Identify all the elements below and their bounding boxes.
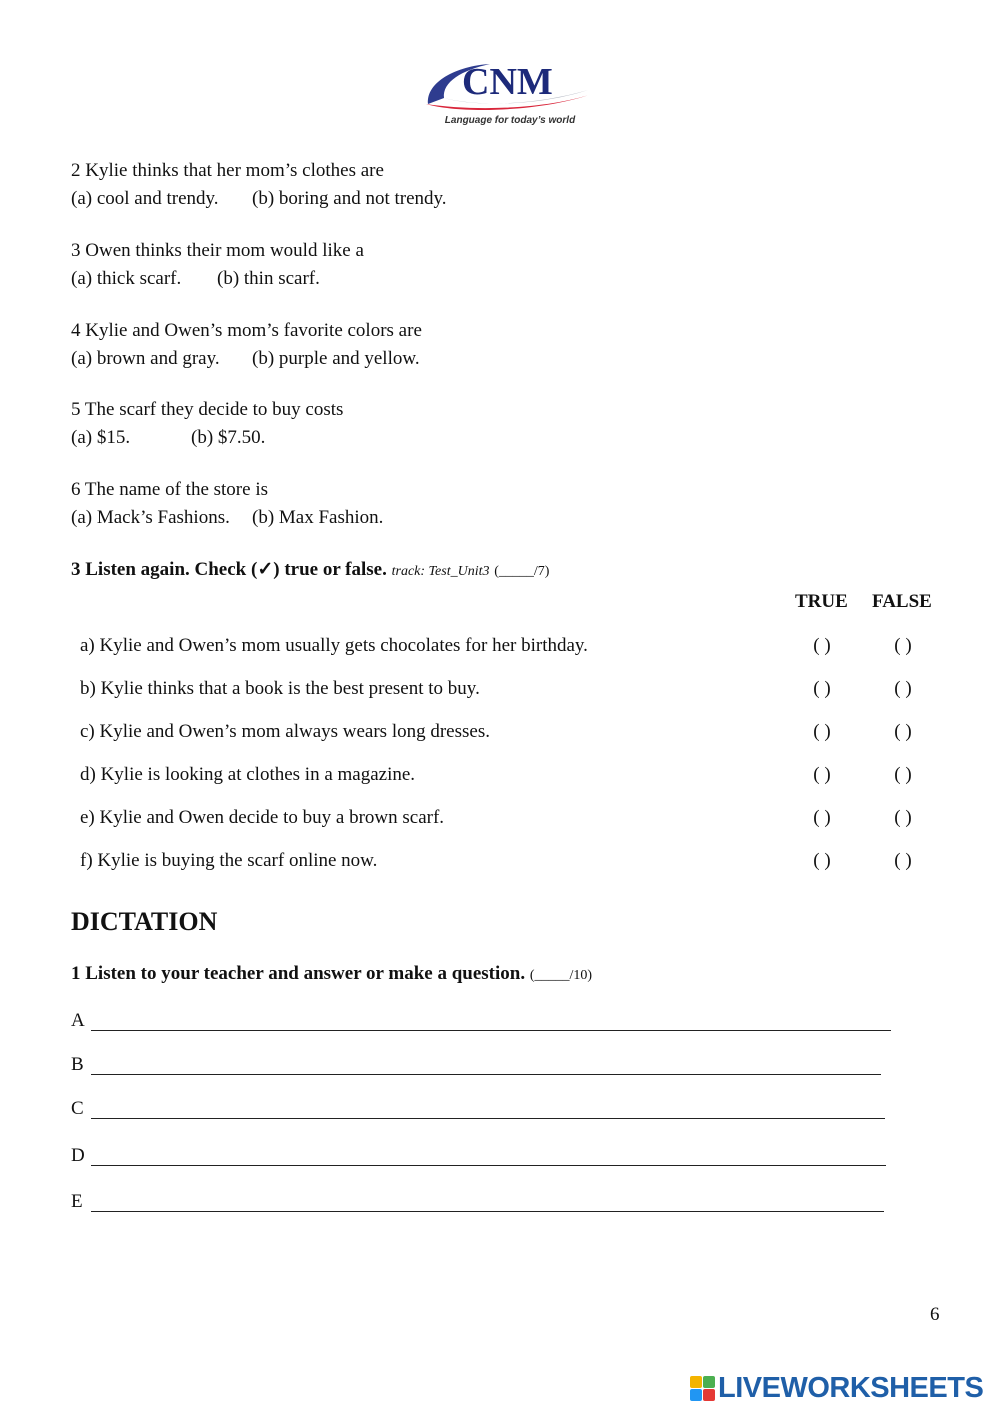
statement: c) Kylie and Owen’s mom always wears long dresses.	[80, 721, 490, 742]
question-5-stem: 5 The scarf they decide to buy costs	[71, 399, 344, 420]
false-checkbox[interactable]: ( )	[894, 678, 912, 699]
false-checkbox[interactable]: ( )	[894, 850, 912, 871]
true-false-row	[80, 634, 940, 658]
question-5-options	[71, 426, 265, 450]
answer-line[interactable]	[91, 1165, 886, 1166]
false-checkbox[interactable]: ( )	[894, 764, 912, 785]
track-label: track: Test_Unit3	[391, 564, 490, 579]
true-checkbox[interactable]: ( )	[813, 678, 831, 699]
logo-tagline: Language for today’s world	[444, 115, 576, 126]
exercise-3-instruction: 3 Listen again. Check (✓) true or false.	[71, 559, 387, 580]
statement: b) Kylie thinks that a book is the best present to buy.	[80, 678, 480, 699]
answer-line[interactable]	[91, 1074, 881, 1075]
question-2-options	[71, 187, 447, 211]
dictation-line-b	[71, 1054, 881, 1082]
answer-line[interactable]	[91, 1118, 885, 1119]
question-6-stem: 6 The name of the store is	[71, 479, 268, 500]
statement: e) Kylie and Owen decide to buy a brown scarf.	[80, 807, 445, 828]
true-checkbox[interactable]: ( )	[813, 721, 831, 742]
score-blank: (_____/10)	[529, 968, 593, 983]
true-checkbox[interactable]: ( )	[813, 807, 831, 828]
option-b: (b) thin scarf.	[217, 268, 320, 289]
dictation-instruction: 1 Listen to your teacher and answer or make a question.	[71, 963, 526, 984]
option-a: (a) cool and trendy.	[71, 188, 219, 209]
statement: a) Kylie and Owen’s mom usually gets chocolates for her birthday.	[80, 635, 588, 656]
true-checkbox[interactable]: ( )	[813, 635, 831, 656]
option-b: (b) purple and yellow.	[252, 348, 420, 369]
true-false-row	[80, 763, 940, 787]
cnm-logo	[420, 58, 600, 134]
dictation-line-e	[71, 1191, 884, 1219]
true-checkbox[interactable]: ( )	[813, 850, 831, 871]
true-false-row	[80, 720, 940, 744]
option-a: (a) brown and gray.	[71, 348, 220, 369]
watermark-text: LIVEWORKSHEETS	[718, 1372, 984, 1404]
false-checkbox[interactable]: ( )	[894, 635, 912, 656]
true-checkbox[interactable]: ( )	[813, 764, 831, 785]
option-a: (a) $15.	[71, 427, 131, 448]
true-column-header: TRUE	[795, 591, 848, 612]
option-a: (a) thick scarf.	[71, 268, 182, 289]
option-b: (b) $7.50.	[191, 427, 266, 448]
false-checkbox[interactable]: ( )	[894, 807, 912, 828]
dictation-letter: D	[71, 1145, 85, 1166]
question-4-stem: 4 Kylie and Owen’s mom’s favorite colors are	[71, 320, 422, 341]
option-b: (b) boring and not trendy.	[252, 188, 447, 209]
dictation-letter: A	[71, 1010, 85, 1031]
true-false-row	[80, 849, 940, 873]
dictation-line-a	[71, 1010, 891, 1038]
answer-line[interactable]	[91, 1030, 891, 1031]
liveworksheets-icon	[690, 1376, 716, 1404]
true-false-row	[80, 677, 940, 701]
question-2-stem: 2 Kylie thinks that her mom’s clothes are	[71, 160, 384, 181]
question-3-options	[71, 267, 320, 291]
statement: d) Kylie is looking at clothes in a magazine.	[80, 764, 416, 785]
question-4-options	[71, 347, 420, 371]
exercise-3-heading	[71, 558, 549, 584]
option-a: (a) Mack’s Fashions.	[71, 507, 230, 528]
statement: f) Kylie is buying the scarf online now.	[80, 850, 378, 871]
dictation-letter: C	[71, 1098, 84, 1119]
false-checkbox[interactable]: ( )	[894, 721, 912, 742]
option-b: (b) Max Fashion.	[252, 507, 384, 528]
dictation-letter: E	[71, 1191, 83, 1212]
dictation-heading	[71, 962, 592, 988]
true-false-row	[80, 806, 940, 830]
dictation-title: DICTATION	[71, 907, 218, 936]
question-6-options	[71, 506, 383, 530]
dictation-letter: B	[71, 1054, 84, 1075]
logo-text: CNM	[462, 61, 553, 103]
page-number: 6	[930, 1304, 940, 1325]
cnm-swoosh-logo	[420, 58, 600, 114]
question-3-stem: 3 Owen thinks their mom would like a	[71, 240, 364, 261]
false-column-header: FALSE	[872, 591, 932, 612]
dictation-line-c	[71, 1098, 885, 1126]
dictation-line-d	[71, 1145, 886, 1173]
answer-line[interactable]	[91, 1211, 884, 1212]
score-blank: (_____/7)	[494, 564, 550, 579]
